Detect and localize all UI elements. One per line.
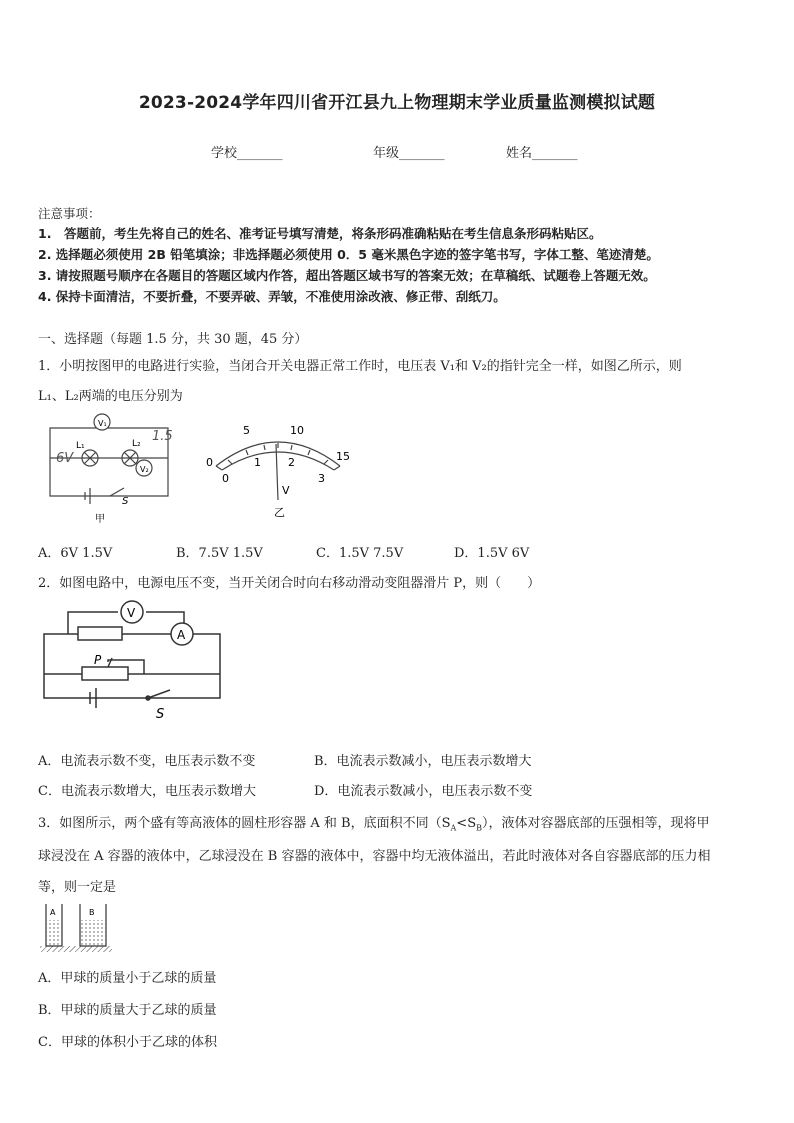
subscript-a: A (450, 823, 457, 833)
q3-option-b[interactable]: B．甲球的质量大于乙球的质量 (38, 1003, 217, 1018)
q2-text: 2．如图电路中，电源电压不变，当开关闭合时向右移动滑动变阻器滑片 P，则（ ） (38, 576, 541, 591)
name-field: 姓名_______ (506, 146, 578, 161)
slider-p-label: P (94, 653, 102, 667)
top-scale-10: 10 (290, 424, 304, 437)
l2-label: L₂ (132, 439, 141, 449)
q1-option-c[interactable]: C．1.5V 7.5V (316, 546, 404, 561)
bottom-scale-0: 0 (222, 472, 229, 485)
q3-text-line3: 等，则一定是 (38, 880, 117, 895)
page-title: 2023-2024学年四川省开江县九上物理期末学业质量监测模拟试题 (138, 93, 656, 113)
q3-container-diagram (40, 902, 112, 954)
fig-label-jia: 甲 (95, 514, 105, 525)
q3-text-line2: 球浸没在 A 容器的液体中，乙球浸没在 B 容器的液体中，容器中均无液体溢出，若此时液体对各自容器底部的压力相 (38, 849, 711, 864)
switch-label: S (122, 496, 129, 507)
q2-circuit-diagram (38, 598, 228, 720)
q1-voltmeter-dial-yi (198, 420, 358, 520)
q1-option-d[interactable]: D．1.5V 6V (454, 546, 530, 561)
dial-unit: V (282, 484, 290, 497)
section-heading: 一、选择题（每题 1.5 分，共 30 题，45 分） (38, 332, 308, 347)
bottom-scale-1: 1 (254, 456, 261, 469)
subscript-b: B (476, 823, 482, 833)
top-scale-5: 5 (243, 424, 250, 437)
q3-option-a[interactable]: A．甲球的质量小于乙球的质量 (38, 971, 217, 986)
ammeter-label: A (177, 628, 186, 642)
container-b-label: B (89, 908, 95, 917)
q1-circuit-diagram-jia (40, 408, 180, 526)
top-scale-0: 0 (206, 456, 213, 469)
q1-option-a[interactable]: A．6V 1.5V (38, 546, 113, 561)
q3-text-line1 (38, 812, 710, 833)
q2-option-c[interactable]: C．电流表示数增大，电压表示数增大 (38, 784, 256, 799)
q3-line1-tail: ），液体对容器底部的压强相等，现将甲 (482, 816, 710, 831)
container-a-label: A (50, 908, 56, 917)
note-item: 1. 答题前，考生先将自己的姓名、准考证号填写清楚，将条形码准确粘贴在考生信息条形码粘贴区。 (38, 226, 602, 241)
handwritten-6v: 6V (56, 451, 74, 466)
top-scale-15: 15 (336, 450, 350, 463)
v2-label: V₂ (140, 465, 149, 474)
fig-label-yi: 乙 (274, 506, 285, 519)
q2-option-a[interactable]: A．电流表示数不变，电压表示数不变 (38, 754, 256, 769)
note-item: 2. 选择题必须使用 2B 铅笔填涂；非选择题必须使用 0．5 毫米黑色字迹的签字笔书写，字体工整、笔迹清楚。 (38, 247, 659, 262)
q3-option-c[interactable]: C．甲球的体积小于乙球的体积 (38, 1035, 217, 1050)
grade-field: 年级_______ (373, 146, 445, 161)
switch-s-label: S (156, 707, 165, 720)
q1-text-line2: L₁、L₂两端的电压分别为 (38, 389, 183, 404)
q1-text-line1: 1．小明按图甲的电路进行实验，当闭合开关电器正常工作时，电压表 V₁和 V₂的指针完全一样，如图乙所示，则 (38, 359, 682, 374)
q2-option-b[interactable]: B．电流表示数减小，电压表示数增大 (314, 754, 532, 769)
q3-line1-head: 3．如图所示，两个盛有等高液体的圆柱形容器 A 和 B，底面积不同（S (38, 816, 451, 831)
q3-line1-lt: <S (456, 816, 477, 831)
note-item: 4. 保持卡面清洁，不要折叠，不要弄破、弄皱，不准使用涂改液、修正带、刮纸刀。 (38, 289, 506, 304)
q2-option-d[interactable]: D．电流表示数减小，电压表示数不变 (314, 784, 533, 799)
l1-label: L₁ (76, 441, 85, 451)
bottom-scale-3: 3 (318, 472, 325, 485)
q1-option-b[interactable]: B．7.5V 1.5V (176, 546, 263, 561)
note-item: 3. 请按照题号顺序在各题目的答题区域内作答，超出答题区域书写的答案无效；在草稿纸、试题卷上答题无效。 (38, 268, 656, 283)
voltmeter-label: V (127, 606, 136, 620)
handwritten-1-5: 1.5 (152, 429, 173, 444)
school-field: 学校_______ (211, 146, 283, 161)
v1-label: V₁ (98, 419, 107, 428)
notes-heading: 注意事项： (38, 206, 101, 221)
bottom-scale-2: 2 (288, 456, 295, 469)
